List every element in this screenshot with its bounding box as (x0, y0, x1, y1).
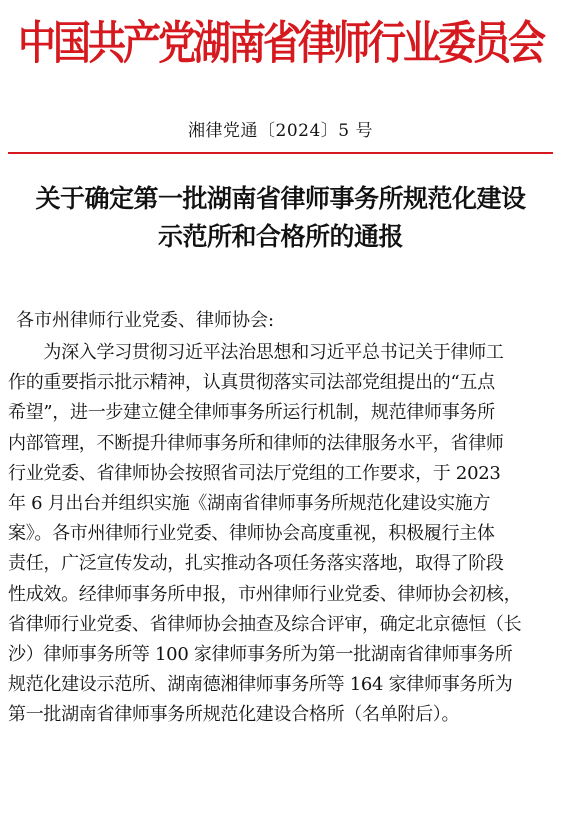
body-line: 责任，广泛宣传发动，扎实推动各项任务落实落地，取得了阶段 (8, 553, 504, 575)
issuing-authority-title: 中国共产党湖南省律师行业委员会 (17, 15, 543, 69)
body-line: 作的重要指示批示精神，认真贯彻落实司法部党组提出的“五点 (8, 372, 495, 394)
body-line: 年 6 月出台并组织实施《湖南省律师事务所规范化建设实施方 (8, 493, 491, 515)
red-divider-line (8, 152, 553, 154)
notice-title-line: 示范所和合格所的通报 (157, 222, 403, 251)
body-line: 内部管理，不断提升律师事务所和律师的法律服务水平，省律师 (8, 432, 504, 454)
notice-title (0, 180, 561, 256)
notice-body (8, 338, 553, 731)
body-line: 案》。各市州律师行业党委、律师协会高度重视，积极履行主体 (8, 523, 495, 545)
body-line: 沙）律师事务所等 100 家律师事务所为第一批湖南省律师事务所 (8, 644, 513, 666)
notice-title-line: 关于确定第一批湖南省律师事务所规范化建设 (35, 184, 526, 213)
body-line: 性成效。经律师事务所申报，市州律师行业党委、律师协会初核， (8, 583, 522, 605)
body-line: 第一批湖南省律师事务所规范化建设合格所（名单附后）。 (8, 704, 460, 726)
document-header (0, 8, 561, 68)
salutation: 各市州律师行业党委、律师协会: (16, 310, 275, 331)
body-line: 规范化建设示范所、湖南德湘律师事务所等 164 家律师事务所为 (8, 674, 513, 696)
body-line: 行业党委、省律师协会按照省司法厅党组的工作要求，于 2023 (8, 462, 501, 484)
body-line: 希望”，进一步建立健全律师事务所运行机制，规范律师事务所 (8, 402, 495, 424)
document-number: 湘律党通〔2024〕5 号 (188, 121, 373, 141)
body-line: 为深入学习贯彻习近平法治思想和习近平总书记关于律师工 (8, 342, 504, 363)
body-line: 省律师行业党委、省律师协会抽查及综合评审，确定北京德恒（长 (8, 613, 522, 635)
